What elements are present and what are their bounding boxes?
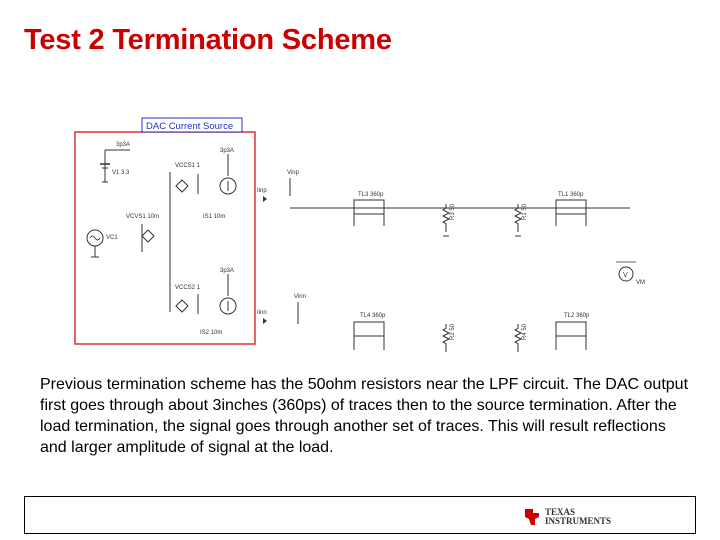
label-r3: R3 50 (450, 203, 456, 220)
label-vccs1: VCCS1 1 (175, 163, 201, 169)
svg-text:V: V (623, 272, 628, 279)
label-tl4: TL4 360p (360, 313, 386, 319)
ti-logo-icon (523, 507, 541, 527)
r4-resistor (515, 324, 521, 352)
dac-label: DAC Current Source (146, 121, 234, 132)
label-r4: R4 50 (522, 323, 528, 340)
footer-bar (24, 496, 696, 534)
tl2-trace (556, 322, 586, 336)
logo-line-1: TEXAS (544, 507, 575, 517)
circuit-schematic (70, 112, 650, 362)
slide-title: Test 2 Termination Scheme (24, 24, 392, 56)
label-iinp: Iinp (257, 188, 267, 194)
logo-line-2: INSTRUMENTS (544, 516, 611, 526)
label-3p3a-top: 3p3A (220, 148, 235, 154)
label-r1: R1 50 (522, 203, 528, 220)
label-3p3a-left: 3p3A (116, 142, 131, 148)
label-v1: V1 3.3 (112, 170, 130, 176)
label-vccs2: VCCS2 1 (175, 285, 201, 291)
ti-logo (523, 506, 611, 528)
label-r2: R2 50 (450, 323, 456, 340)
label-tl2: TL2 360p (564, 313, 590, 319)
r2-resistor (443, 324, 449, 352)
label-tl3: TL3 360p (358, 192, 384, 198)
label-vinn: Vinn (294, 294, 306, 300)
slide-description: Previous termination scheme has the 50ohm resistors near the LPF circuit. The DAC output first goes through about 3inches (360ps) of traces then to the source termination. After the load termination, the signal goes through another set of traces. This will result reflections and larger amplitude of signal at the load. (40, 376, 689, 456)
label-is2: IS2 10m (200, 330, 223, 336)
tl1-trace (556, 200, 586, 214)
label-vinp: Vinp (287, 170, 299, 176)
label-3p3a-mid: 3p3A (220, 268, 235, 274)
label-vm: VM (636, 280, 645, 286)
tl3-trace (354, 200, 384, 214)
label-vc1: VC1 (106, 235, 118, 241)
label-is1: IS1 10m (203, 214, 226, 220)
label-tl1: TL1 360p (558, 192, 584, 198)
label-iinn: Iinn (257, 310, 267, 316)
label-vcvs1: VCVS1 10m (126, 214, 160, 220)
tl4-trace (354, 322, 384, 336)
